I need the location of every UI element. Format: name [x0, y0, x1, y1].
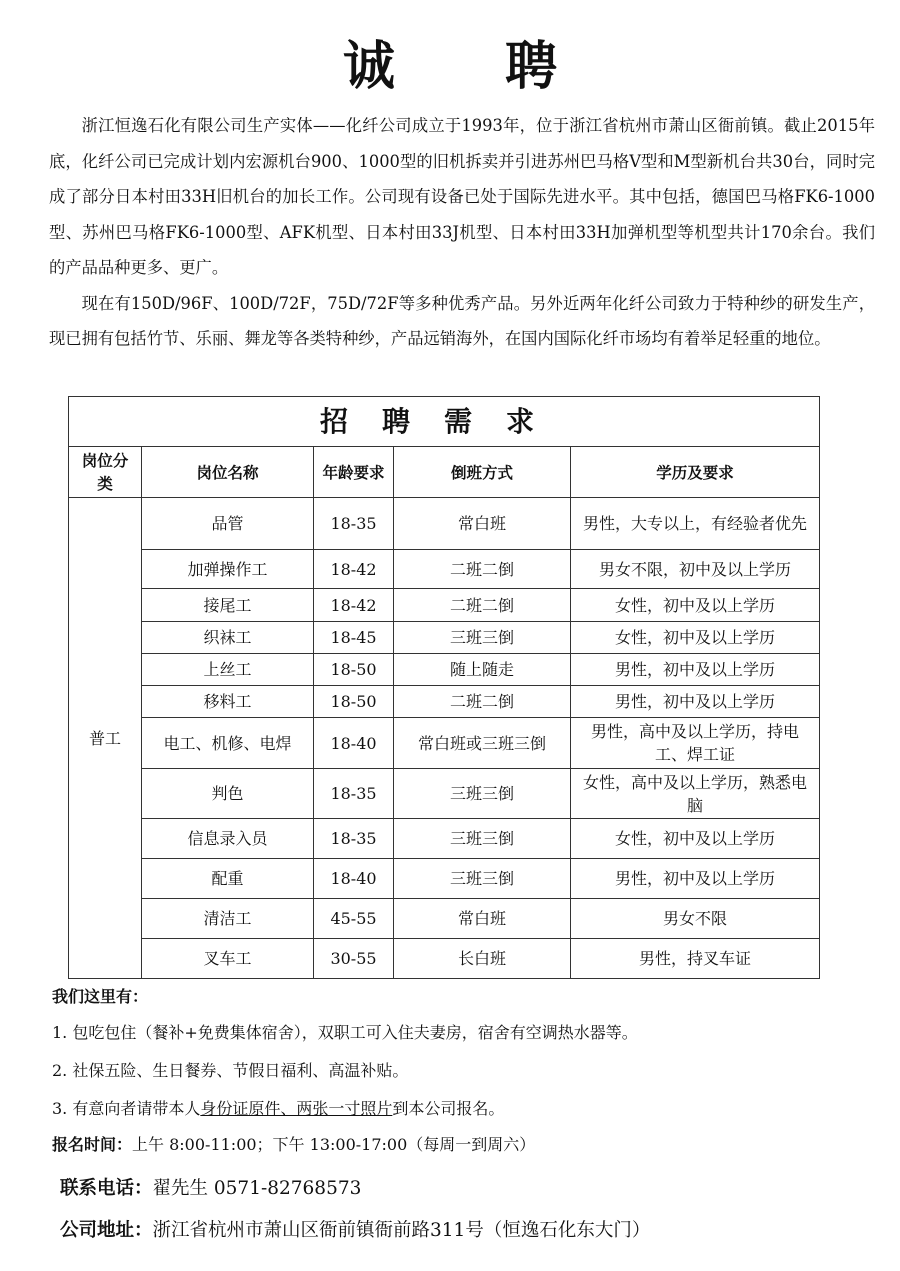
intro-text: [49, 108, 875, 357]
registration-time-label: 报名时间：: [52, 1135, 133, 1154]
benefit-item-3-text: 3. 有意向者请带本人: [52, 1099, 201, 1118]
requirement-cell: 女性，高中及以上学历，熟悉电脑: [571, 769, 820, 819]
table-row: [69, 589, 820, 622]
position-cell: 移料工: [142, 686, 314, 718]
age-cell: 18-42: [314, 589, 394, 622]
position-cell: 判色: [142, 769, 314, 819]
position-cell: 接尾工: [142, 589, 314, 622]
shift-cell: 二班二倒: [394, 550, 571, 589]
position-cell: 织袜工: [142, 622, 314, 654]
age-cell: 18-45: [314, 622, 394, 654]
shift-cell: 长白班: [394, 939, 571, 979]
shift-cell: 二班二倒: [394, 686, 571, 718]
position-cell: 加弹操作工: [142, 550, 314, 589]
shift-cell: 三班三倒: [394, 819, 571, 859]
intro-paragraph-2: 现在有150D/96F、100D/72F，75D/72F等多种优秀产品。另外近两年化纤公司致力于特种纱的研发生产，现已拥有包括竹节、乐丽、舞龙等各类特种纱，产品远销海外，在国内国际化纤市场均有着举足轻重的地位。: [49, 293, 875, 348]
shift-cell: 常白班: [394, 498, 571, 550]
table-row: [69, 939, 820, 979]
company-address: [60, 1216, 650, 1242]
age-cell: 18-35: [314, 819, 394, 859]
page-title: 诚聘: [342, 37, 667, 97]
shift-cell: 二班二倒: [394, 589, 571, 622]
contact-phone-value: 翟先生 0571-82768573: [152, 1178, 362, 1199]
contact-phone-label: 联系电话：: [60, 1178, 153, 1199]
table-row: [69, 550, 820, 589]
company-address-label: 公司地址：: [60, 1220, 153, 1241]
requirement-cell: 男性，高中及以上学历，持电工、焊工证: [571, 718, 820, 769]
shift-cell: 常白班或三班三倒: [394, 718, 571, 769]
position-cell: 叉车工: [142, 939, 314, 979]
position-cell: 配重: [142, 859, 314, 899]
benefit-item-3: [52, 1096, 504, 1119]
requirement-cell: 男女不限，初中及以上学历: [571, 550, 820, 589]
shift-cell: 三班三倒: [394, 859, 571, 899]
requirement-cell: 男性，初中及以上学历: [571, 859, 820, 899]
table-header-row: [69, 447, 820, 498]
position-cell: 上丝工: [142, 654, 314, 686]
required-documents: 身份证原件、两张一寸照片: [200, 1099, 393, 1118]
requirement-cell: 女性，初中及以上学历: [571, 589, 820, 622]
table-row: [69, 622, 820, 654]
recruitment-table: [68, 396, 820, 979]
position-cell: 品管: [142, 498, 314, 550]
requirement-cell: 女性，初中及以上学历: [571, 622, 820, 654]
table-row: [69, 654, 820, 686]
benefit-item-1: 1. 包吃包住（餐补+免费集体宿舍），双职工可入住夫妻房，宿舍有空调热水器等。: [52, 1023, 638, 1042]
shift-cell: 三班三倒: [394, 622, 571, 654]
company-address-value: 浙江省杭州市萧山区衙前镇衙前路311号（恒逸石化东大门）: [152, 1220, 651, 1241]
position-cell: 清洁工: [142, 899, 314, 939]
age-cell: 18-50: [314, 654, 394, 686]
table-row: [69, 769, 820, 819]
table-row: [69, 498, 820, 550]
requirement-cell: 男性，持叉车证: [571, 939, 820, 979]
benefits-heading: 我们这里有：: [52, 987, 149, 1006]
benefit-item-2: 2. 社保五险、生日餐券、节假日福利、高温补贴。: [52, 1061, 409, 1080]
position-cell: 电工、机修、电焊: [142, 718, 314, 769]
requirement-cell: 男性，大专以上，有经验者优先: [571, 498, 820, 550]
table-row: [69, 819, 820, 859]
age-cell: 18-42: [314, 550, 394, 589]
shift-cell: 随上随走: [394, 654, 571, 686]
registration-time: [52, 1132, 535, 1155]
header-requirements: 学历及要求: [571, 447, 820, 498]
requirement-cell: 男女不限: [571, 899, 820, 939]
requirement-cell: 男性，初中及以上学历: [571, 686, 820, 718]
intro-paragraph-1: 浙江恒逸石化有限公司生产实体——化纤公司成立于1993年，位于浙江省杭州市萧山区衙前镇。截止2015年底，化纤公司已完成计划内宏源机台900、1000型的旧机拆卖并引进苏州巴马格V型和M型新机台共30台，同时完成了部分日本村田33H旧机台的加长工作。公司现有设备已处于国际先进水平。其中包括，德国巴马格FK6-1000型、苏州巴马格FK6-1000型、AFK机型、日本村田33J机型、日本村田33H加弹机型等机型共计170余台。我们的产品品种更多、更广。: [49, 116, 875, 277]
shift-cell: 常白班: [394, 899, 571, 939]
table-row: [69, 686, 820, 718]
position-cell: 信息录入员: [142, 819, 314, 859]
table-caption: 招聘需求: [69, 397, 820, 447]
age-cell: 18-40: [314, 718, 394, 769]
shift-cell: 三班三倒: [394, 769, 571, 819]
age-cell: 18-40: [314, 859, 394, 899]
registration-time-value: 上午 8:00-11:00；下午 13:00-17:00（每周一到周六）: [132, 1135, 536, 1154]
header-position: 岗位名称: [142, 447, 314, 498]
age-cell: 18-35: [314, 769, 394, 819]
header-age: 年龄要求: [314, 447, 394, 498]
category-cell: 普工: [69, 498, 142, 979]
table-row: [69, 899, 820, 939]
header-shift: 倒班方式: [394, 447, 571, 498]
age-cell: 30-55: [314, 939, 394, 979]
age-cell: 45-55: [314, 899, 394, 939]
header-category: 岗位分类: [69, 447, 142, 498]
requirement-cell: 男性，初中及以上学历: [571, 654, 820, 686]
benefit-item-3-tail: 到本公司报名。: [392, 1099, 505, 1118]
table-row: [69, 718, 820, 769]
requirement-cell: 女性，初中及以上学历: [571, 819, 820, 859]
age-cell: 18-35: [314, 498, 394, 550]
age-cell: 18-50: [314, 686, 394, 718]
contact-phone: [60, 1174, 361, 1200]
table-row: [69, 859, 820, 899]
